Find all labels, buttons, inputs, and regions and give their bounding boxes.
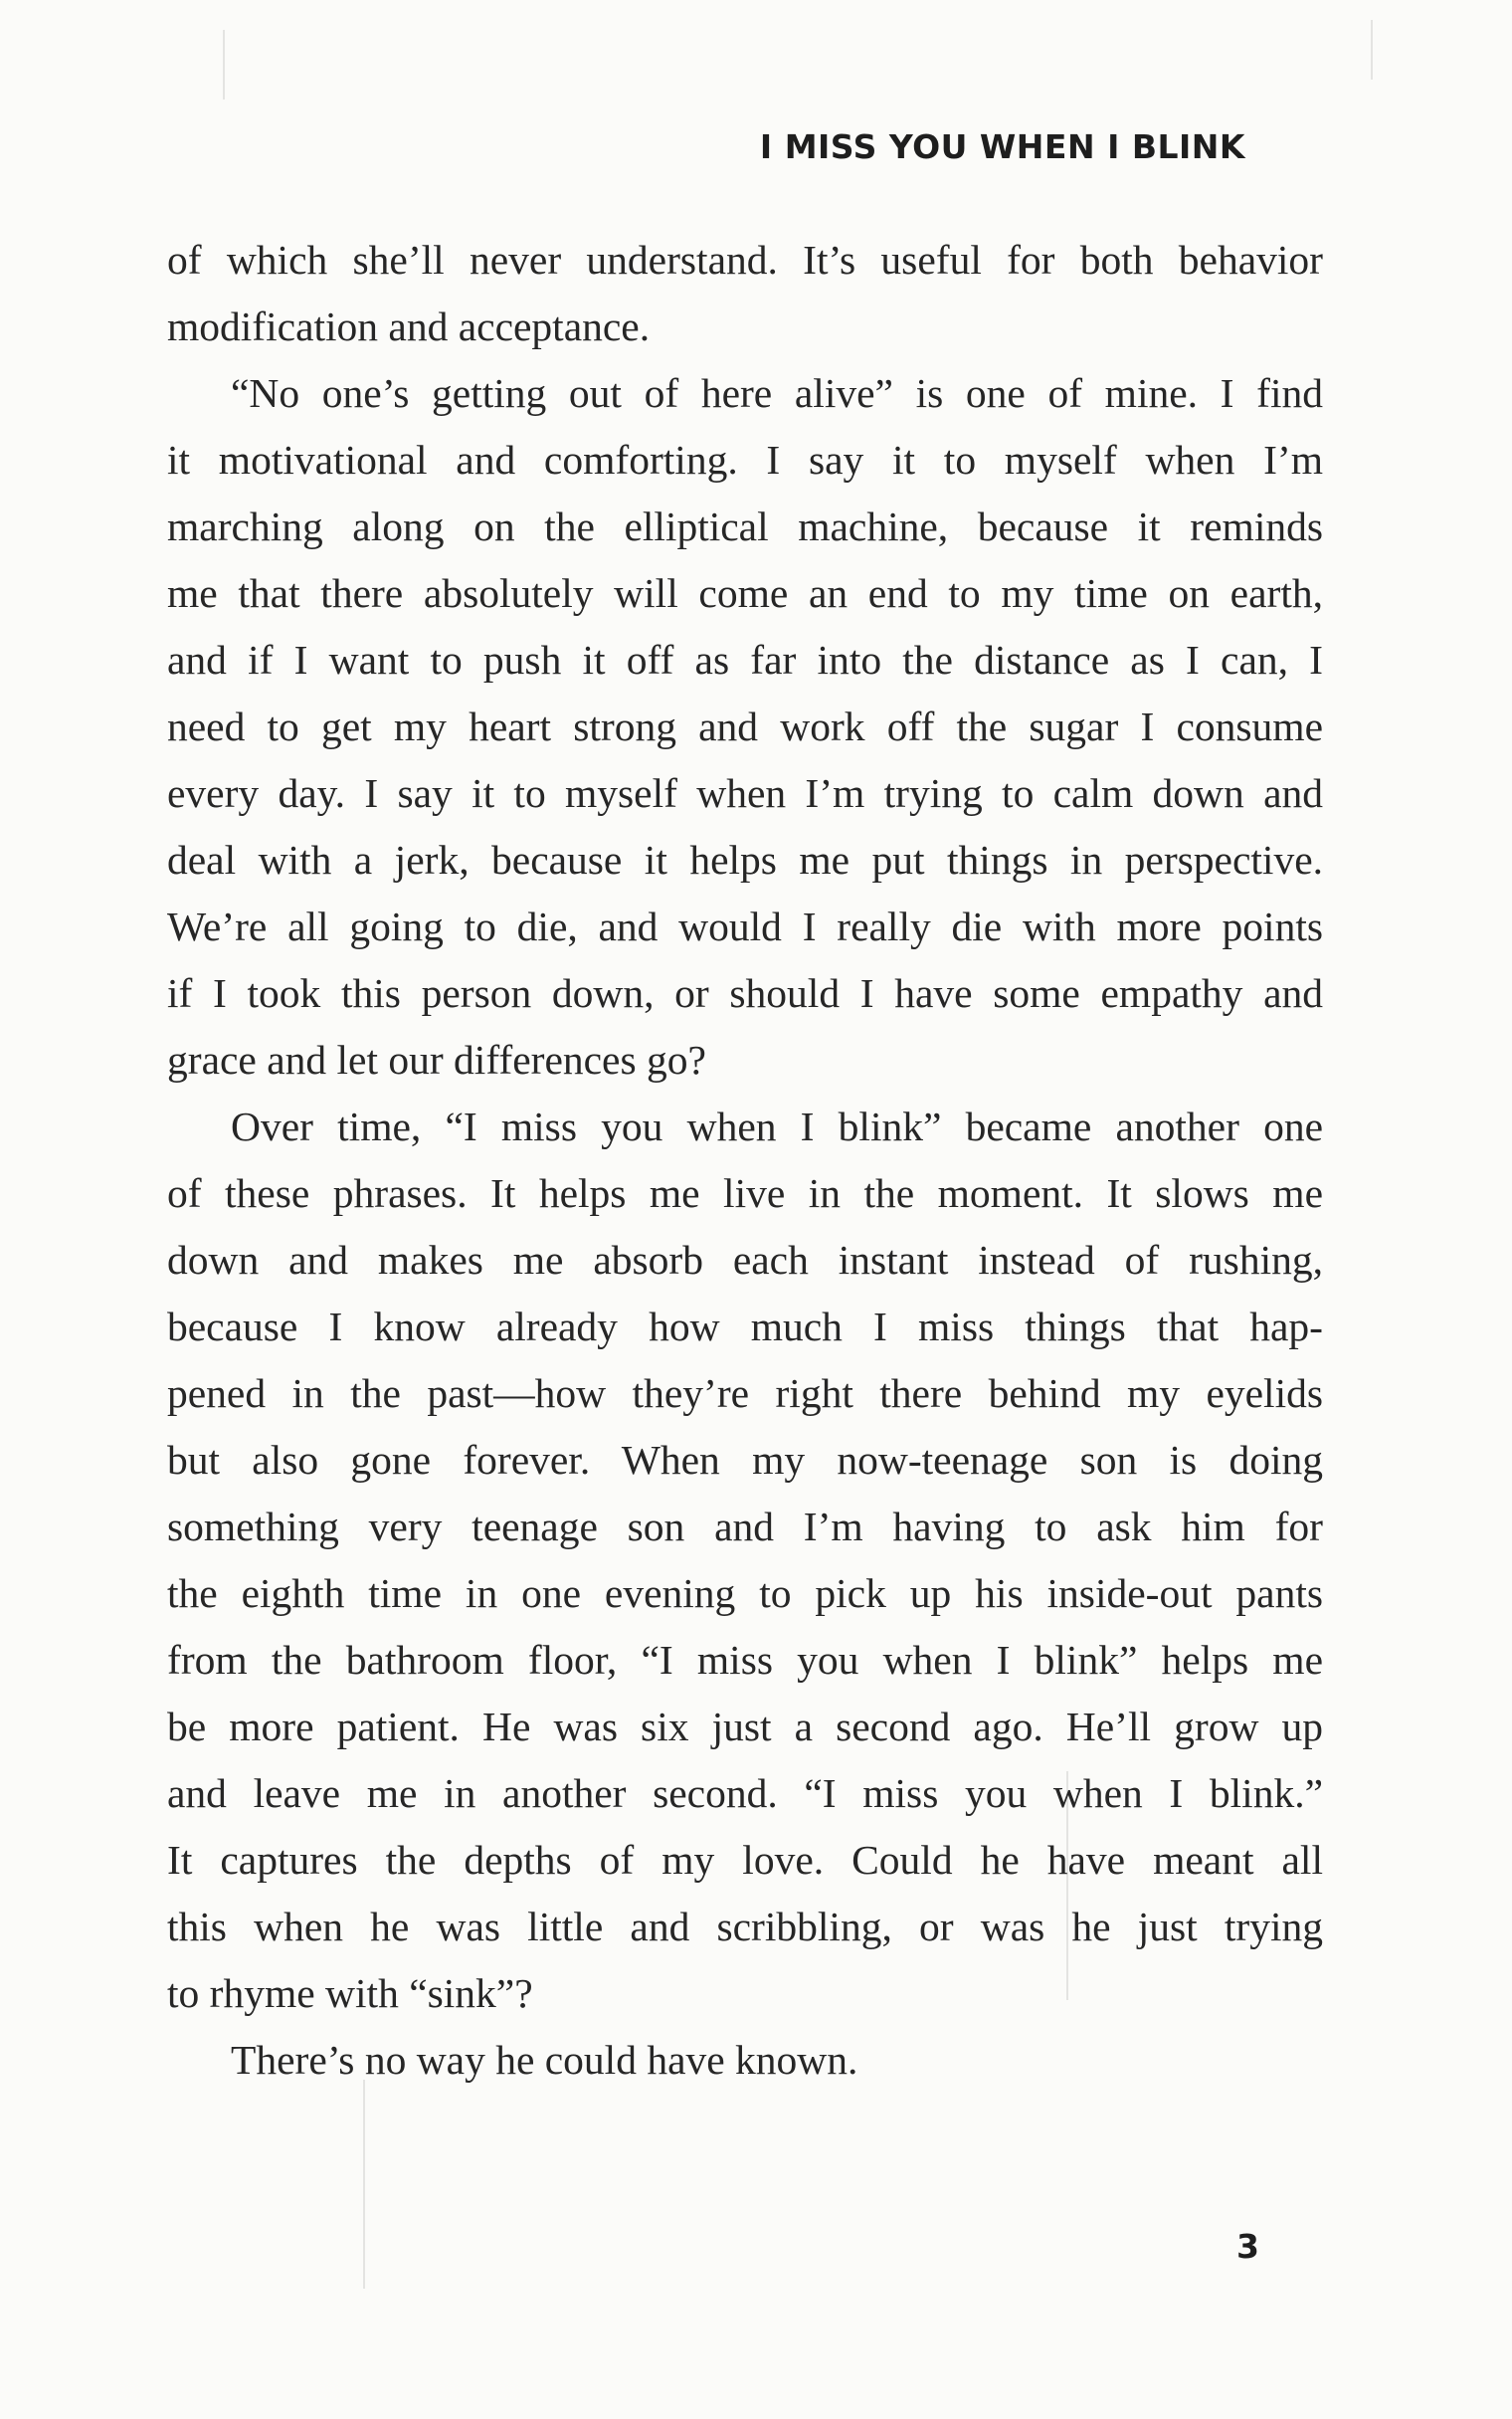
text-line: There’s no way he could have known. [231,2037,858,2083]
page-number: 3 [1236,2227,1259,2266]
scan-artifact-line [223,30,225,100]
running-head: I MISS YOU WHEN I BLINK [759,127,1245,166]
text-line: and if I want to push it off as far into the distance as I can, I [167,637,1323,683]
text-line: down and makes me absorb each instant instead of rushing, [167,1237,1323,1283]
text-line: every day. I say it to myself when I’m trying to calm down and [167,770,1323,816]
text-line: be more patient. He was six just a second ago. He’ll grow up [167,1704,1323,1749]
scan-artifact-line [363,2080,365,2289]
text-line: of which she’ll never understand. It’s useful for both behavior [167,237,1323,283]
text-line: the eighth time in one evening to pick up his inside-out pants [167,1570,1323,1616]
text-line: “No one’s getting out of here alive” is one of mine. I find [231,370,1323,416]
text-line: but also gone forever. When my now-teenage son is doing [167,1437,1323,1483]
text-line: pened in the past—how they’re right there behind my eyelids [167,1370,1323,1416]
text-line: from the bathroom floor, “I miss you when I blink” helps me [167,1637,1323,1683]
text-line: something very teenage son and I’m having to ask him for [167,1504,1323,1549]
text-line: me that there absolutely will come an end to my time on earth, [167,570,1323,616]
text-line: it motivational and comforting. I say it to myself when I’m [167,437,1323,483]
scan-artifact-line [1371,20,1373,80]
text-line: We’re all going to die, and would I really die with more points [167,904,1323,949]
text-line: need to get my heart strong and work off the sugar I consume [167,704,1323,749]
text-line: to rhyme with “sink”? [167,1970,533,2016]
text-line: It captures the depths of my love. Could he have meant all [167,1837,1323,1883]
text-line: modification and acceptance. [167,303,651,349]
text-line: marching along on the elliptical machine, because it reminds [167,504,1323,549]
text-line: Over time, “I miss you when I blink” became another one [231,1104,1323,1149]
text-line: and leave me in another second. “I miss you when I blink.” [167,1770,1323,1816]
text-line: because I know already how much I miss things that hap- [167,1304,1323,1349]
text-line: deal with a jerk, because it helps me put things in perspective. [167,837,1323,883]
text-line: this when he was little and scribbling, or was he just trying [167,1904,1323,1949]
text-line: of these phrases. It helps me live in the moment. It slows me [167,1170,1323,1216]
body-text [167,227,1323,2094]
text-line: grace and let our differences go? [167,1037,706,1083]
text-line: if I took this person down, or should I have some empathy and [167,970,1323,1016]
